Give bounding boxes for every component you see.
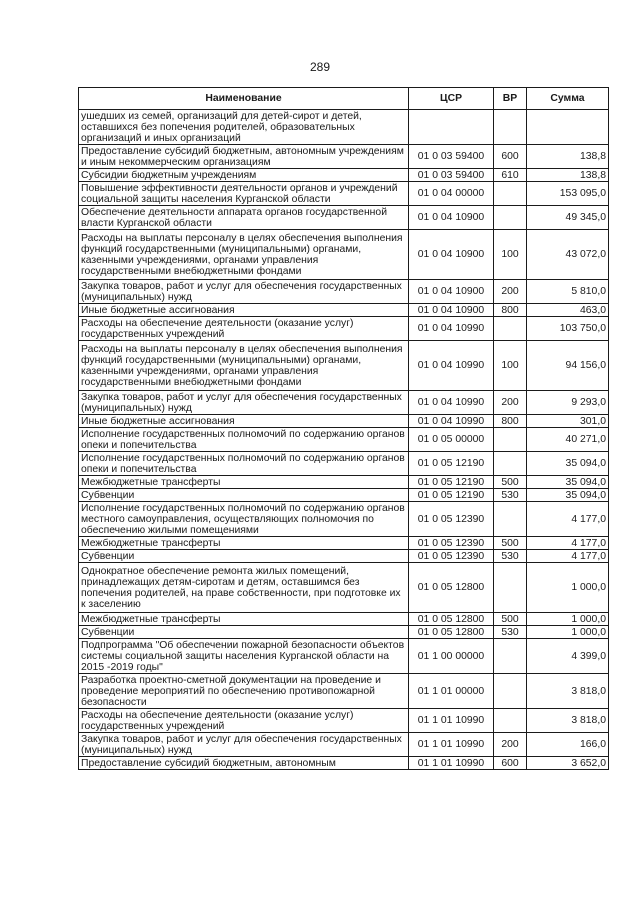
row-sum: 166,0 [527, 733, 609, 757]
row-csr: 01 0 05 12800 [409, 626, 494, 639]
row-csr: 01 1 01 10990 [409, 757, 494, 770]
header-vr: ВР [494, 88, 527, 110]
table-row [79, 489, 609, 502]
row-vr: 800 [494, 415, 527, 428]
row-vr: 500 [494, 537, 527, 550]
row-sum: 3 818,0 [527, 674, 609, 709]
row-name: Субсидии бюджетным учреждениям [79, 169, 409, 182]
row-name: Предоставление субсидий бюджетным, автономным [79, 757, 409, 770]
row-name: Межбюджетные трансферты [79, 537, 409, 550]
table-row [79, 757, 609, 770]
row-csr: 01 0 04 00000 [409, 182, 494, 206]
row-sum [527, 110, 609, 145]
row-csr: 01 0 05 12190 [409, 476, 494, 489]
table-row [79, 537, 609, 550]
row-csr: 01 0 04 10990 [409, 415, 494, 428]
row-sum: 94 156,0 [527, 341, 609, 391]
header-sum: Сумма [527, 88, 609, 110]
table-row [79, 626, 609, 639]
row-name: Обеспечение деятельности аппарата органов государственной власти Курганской области [79, 206, 409, 230]
row-name: Однократное обеспечение ремонта жилых помещений, принадлежащих детям-сиротам и детям, оставшимся без попечения родителей, на праве собственности, при подготовке их к заселению [79, 563, 409, 613]
row-sum: 138,8 [527, 145, 609, 169]
row-sum: 3 818,0 [527, 709, 609, 733]
table-row [79, 502, 609, 537]
row-csr: 01 0 04 10990 [409, 341, 494, 391]
row-vr: 200 [494, 280, 527, 304]
row-vr: 200 [494, 733, 527, 757]
row-sum: 1 000,0 [527, 613, 609, 626]
row-name: Расходы на обеспечение деятельности (оказание услуг) государственных учреждений [79, 317, 409, 341]
row-vr: 100 [494, 341, 527, 391]
row-name: Исполнение государственных полномочий по содержанию органов местного самоуправления, осуществляющих полномочия по обеспечению жилыми помещениями [79, 502, 409, 537]
row-name: Межбюджетные трансферты [79, 476, 409, 489]
row-name: Повышение эффективности деятельности органов и учреждений социальной защиты населения Курганской области [79, 182, 409, 206]
row-name: Иные бюджетные ассигнования [79, 304, 409, 317]
row-name: Межбюджетные трансферты [79, 613, 409, 626]
row-vr [494, 639, 527, 674]
row-vr: 610 [494, 169, 527, 182]
row-csr: 01 0 05 12800 [409, 563, 494, 613]
row-vr [494, 452, 527, 476]
row-csr: 01 0 05 12390 [409, 550, 494, 563]
row-sum: 4 177,0 [527, 550, 609, 563]
row-csr: 01 1 01 10990 [409, 709, 494, 733]
row-csr: 01 0 05 12390 [409, 502, 494, 537]
row-sum: 49 345,0 [527, 206, 609, 230]
header-name: Наименование [79, 88, 409, 110]
row-vr: 530 [494, 550, 527, 563]
row-name: Закупка товаров, работ и услуг для обеспечения государственных (муниципальных) нужд [79, 733, 409, 757]
table-row [79, 317, 609, 341]
row-name: ушедших из семей, организаций для детей-сирот и детей, оставшихся без попечения родителей, образовательных организаций и иных организаций [79, 110, 409, 145]
row-vr [494, 182, 527, 206]
page-number: 289 [309, 60, 331, 74]
row-csr: 01 0 03 59400 [409, 145, 494, 169]
row-name: Расходы на выплаты персоналу в целях обеспечения выполнения функций государственными (муниципальными) органами, казенными учреждениями, органами управления государственными внебюджетными фондами [79, 341, 409, 391]
row-sum: 4 399,0 [527, 639, 609, 674]
row-csr: 01 0 05 00000 [409, 428, 494, 452]
row-csr: 01 0 04 10900 [409, 280, 494, 304]
row-name: Субвенции [79, 550, 409, 563]
table-row [79, 391, 609, 415]
table-row [79, 169, 609, 182]
budget-table [78, 87, 609, 770]
row-vr: 530 [494, 489, 527, 502]
row-csr [409, 110, 494, 145]
row-csr: 01 0 03 59400 [409, 169, 494, 182]
row-csr: 01 0 04 10990 [409, 317, 494, 341]
table-row [79, 613, 609, 626]
table-row [79, 476, 609, 489]
row-vr: 100 [494, 230, 527, 280]
row-vr: 200 [494, 391, 527, 415]
row-sum: 43 072,0 [527, 230, 609, 280]
row-vr: 600 [494, 145, 527, 169]
row-sum: 103 750,0 [527, 317, 609, 341]
row-sum: 463,0 [527, 304, 609, 317]
row-name: Иные бюджетные ассигнования [79, 415, 409, 428]
row-name: Исполнение государственных полномочий по содержанию органов опеки и попечительства [79, 452, 409, 476]
row-vr [494, 428, 527, 452]
row-csr: 01 0 04 10900 [409, 230, 494, 280]
row-name: Расходы на выплаты персоналу в целях обеспечения выполнения функций государственными (муниципальными) органами, казенными учреждениями, органами управления государственными внебюджетными фондами [79, 230, 409, 280]
row-name: Субвенции [79, 626, 409, 639]
table-row [79, 110, 609, 145]
table-row [79, 145, 609, 169]
table-row [79, 550, 609, 563]
row-vr: 600 [494, 757, 527, 770]
row-sum: 35 094,0 [527, 489, 609, 502]
table-row [79, 674, 609, 709]
row-sum: 301,0 [527, 415, 609, 428]
row-name: Предоставление субсидий бюджетным, автономным учреждениям и иным некоммерческим организациям [79, 145, 409, 169]
table-row [79, 206, 609, 230]
row-csr: 01 0 04 10900 [409, 206, 494, 230]
table-row [79, 639, 609, 674]
row-vr [494, 206, 527, 230]
row-vr [494, 110, 527, 145]
row-sum: 153 095,0 [527, 182, 609, 206]
row-sum: 138,8 [527, 169, 609, 182]
row-vr [494, 317, 527, 341]
table-row [79, 709, 609, 733]
table-row [79, 452, 609, 476]
table-row [79, 428, 609, 452]
row-vr [494, 674, 527, 709]
row-sum: 1 000,0 [527, 626, 609, 639]
row-name: Закупка товаров, работ и услуг для обеспечения государственных (муниципальных) нужд [79, 391, 409, 415]
row-sum: 4 177,0 [527, 537, 609, 550]
row-vr [494, 502, 527, 537]
row-csr: 01 1 00 00000 [409, 639, 494, 674]
row-name: Закупка товаров, работ и услуг для обеспечения государственных (муниципальных) нужд [79, 280, 409, 304]
table-row [79, 230, 609, 280]
row-sum: 9 293,0 [527, 391, 609, 415]
row-csr: 01 0 05 12190 [409, 452, 494, 476]
row-vr: 800 [494, 304, 527, 317]
row-vr: 500 [494, 613, 527, 626]
row-csr: 01 0 04 10900 [409, 304, 494, 317]
row-sum: 5 810,0 [527, 280, 609, 304]
table-row [79, 341, 609, 391]
row-vr [494, 709, 527, 733]
row-sum: 3 652,0 [527, 757, 609, 770]
row-name: Субвенции [79, 489, 409, 502]
row-csr: 01 1 01 00000 [409, 674, 494, 709]
table-row [79, 563, 609, 613]
table-row [79, 415, 609, 428]
row-vr: 530 [494, 626, 527, 639]
row-name: Разработка проектно-сметной документации на проведение и проведение мероприятий по обеспечению противопожарной безопасности [79, 674, 409, 709]
row-csr: 01 0 05 12190 [409, 489, 494, 502]
row-sum: 35 094,0 [527, 452, 609, 476]
row-sum: 40 271,0 [527, 428, 609, 452]
row-csr: 01 0 05 12800 [409, 613, 494, 626]
table-row [79, 733, 609, 757]
table-header-row [79, 88, 609, 110]
row-sum: 4 177,0 [527, 502, 609, 537]
row-name: Подпрограмма "Об обеспечении пожарной безопасности объектов системы социальной защиты населения Курганской области на 2015 -2019 годы" [79, 639, 409, 674]
row-csr: 01 0 05 12390 [409, 537, 494, 550]
row-sum: 1 000,0 [527, 563, 609, 613]
row-name: Исполнение государственных полномочий по содержанию органов опеки и попечительства [79, 428, 409, 452]
header-csr: ЦСР [409, 88, 494, 110]
row-csr: 01 1 01 10990 [409, 733, 494, 757]
row-csr: 01 0 04 10990 [409, 391, 494, 415]
row-name: Расходы на обеспечение деятельности (оказание услуг) государственных учреждений [79, 709, 409, 733]
row-vr: 500 [494, 476, 527, 489]
table-row [79, 182, 609, 206]
table-row [79, 304, 609, 317]
row-sum: 35 094,0 [527, 476, 609, 489]
table-row [79, 280, 609, 304]
row-vr [494, 563, 527, 613]
